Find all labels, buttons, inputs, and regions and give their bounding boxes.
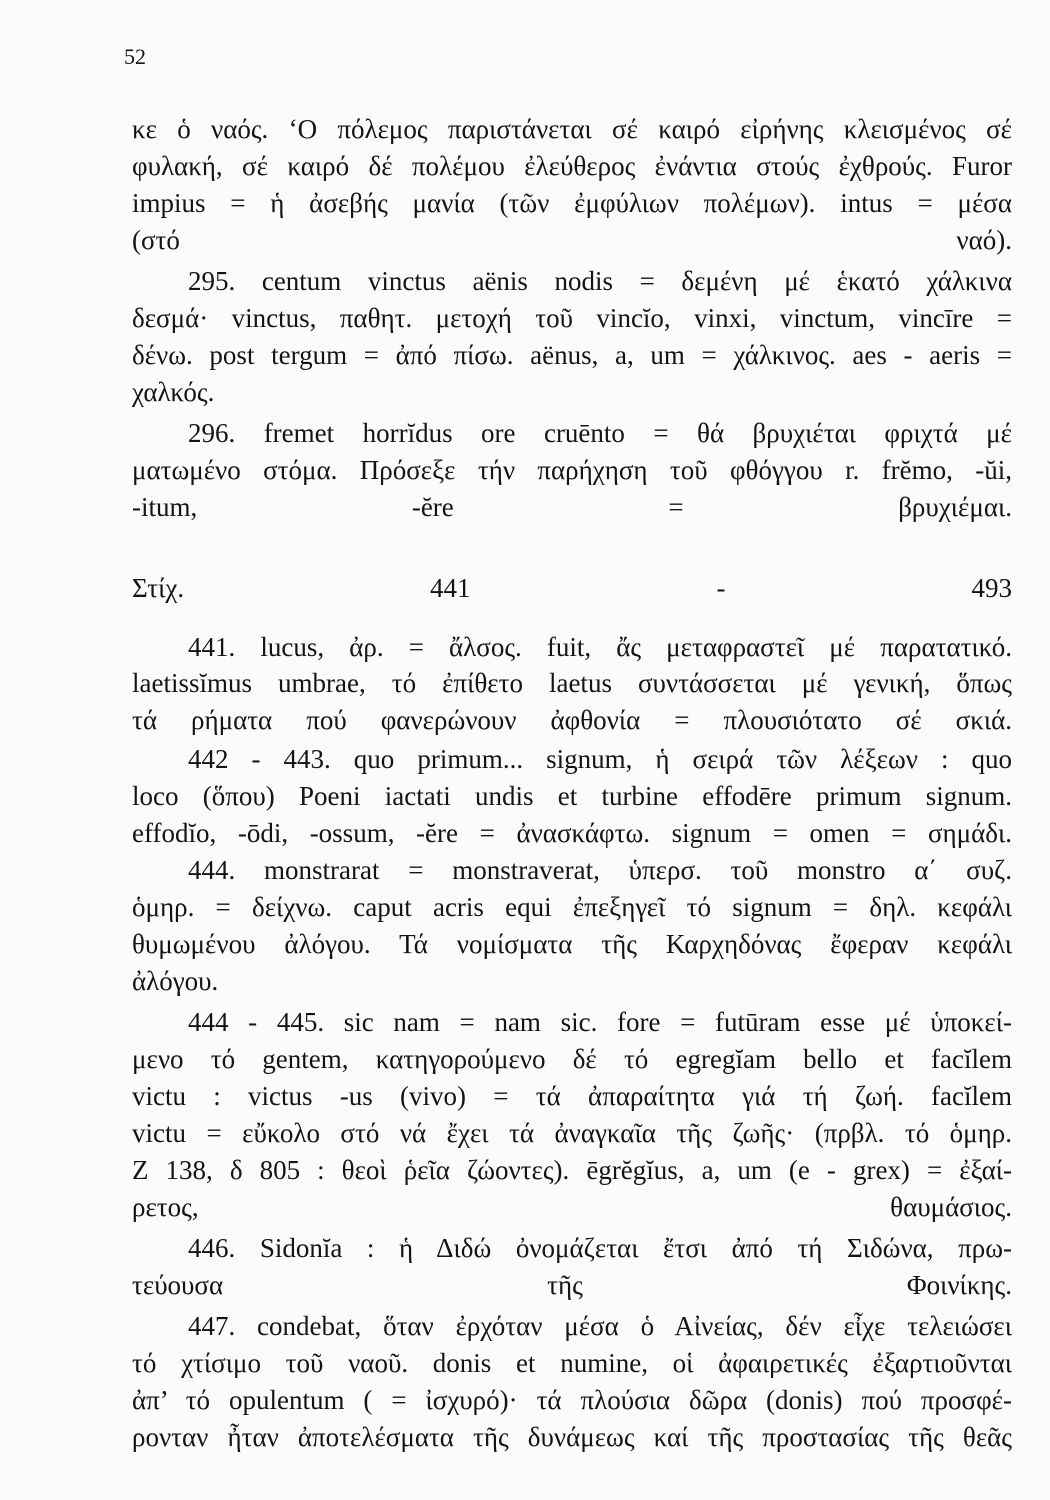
text-line: loco (ὅπου) Poeni iactati undis et turbine effodēre primum signum. (132, 781, 1012, 811)
text-line: 444 - 445. sic nam = nam sic. fore = futūram esse μέ ὑποκεί- (188, 1007, 1012, 1037)
text-line: 444. monstrarat = monstraverat, ὑπερσ. τοῦ monstro α΄ συζ. (188, 855, 1012, 885)
text-line: laetissĭmus umbrae, τό ἐπίθετο laetus συντάσσεται μέ γενική, ὅπως (132, 668, 1012, 698)
text-line: ρετος, θαυμάσιος. (132, 1192, 1012, 1222)
text-line: ἀπ’ τό opulentum ( = ἰσχυρό)· τά πλούσια δῶρα (donis) πού προσφέ- (132, 1385, 1012, 1415)
text-line: χαλκός. (132, 377, 215, 407)
text-line: Z 138, δ 805 : θεοὶ ῥεῖα ζώοντες). ēgrĕgĭus, a, um (e - grex) = ἐξαί- (132, 1155, 1012, 1185)
text-line: 446. Sidonĭa : ἡ Διδώ ὀνομάζεται ἔτσι ἀπό τή Σιδώνα, πρω- (188, 1233, 1012, 1263)
text-line: τά ρήματα πού φανερώνουν ἀφθονία = πλουσιότατο σέ σκιά. (132, 705, 1012, 735)
page-number: 52 (124, 44, 146, 69)
text-line: 295. centum vinctus aënis nodis = δεμένη μέ ἑκατό χάλκινα (188, 266, 1012, 296)
text-line: -itum, -ĕre = βρυχιέμαι. (132, 492, 1012, 522)
text-line: δεσμά· vinctus, παθητ. μετοχή τοῦ vincĭo, vinxi, vinctum, vincīre = (132, 303, 1012, 333)
text-line: effodĭo, -ōdi, -ossum, -ĕre = ἀνασκάφτω. signum = omen = σημάδι. (132, 818, 1012, 848)
text-line: τεύουσα τῆς Φοινίκης. (132, 1270, 1012, 1300)
text-line: μενο τό gentem, κατηγορούμενο δέ τό egregĭam bello et facĭlem (132, 1044, 1012, 1074)
text-line: ρονταν ἦταν ἀποτελέσματα τῆς δυνάμεως καί τῆς προστασίας τῆς θεᾶς (132, 1422, 1012, 1452)
text-line: ὁμηρ. = δείχνω. caput acris equi ἐπεξηγεῖ τό signum = δηλ. κεφάλι (132, 892, 1012, 922)
text-line: δένω. post tergum = ἀπό πίσω. aënus, a, um = χάλκινος. aes - aeris = (132, 340, 1012, 370)
text-line: (στό ναό). (132, 225, 1012, 255)
text-line: ἀλόγου. (132, 966, 219, 996)
text-line: 447. condebat, ὅταν ἐρχόταν μέσα ὁ Αἰνείας, δέν εἶχε τελειώσει (188, 1311, 1012, 1341)
text-line: θυμωμένου ἀλόγου. Τά νομίσματα τῆς Καρχηδόνας ἔφεραν κεφάλι (132, 929, 1012, 959)
section-heading: Στίχ. 441 - 493 (132, 573, 1012, 603)
text-line: ματωμένο στόμα. Πρόσεξε τήν παρήχηση τοῦ φθόγγου r. frĕmo, -ŭi, (132, 455, 1012, 485)
text-line: victu = εὔκολο στό νά ἔχει τά ἀναγκαῖα τῆς ζωῆς· (πρβλ. τό ὁμηρ. (132, 1118, 1012, 1148)
text-line: impius = ἡ ἀσεβής μανία (τῶν ἐμφύλιων πολέμων). intus = μέσα (132, 188, 1012, 218)
text-line: victu : victus -us (vivo) = τά ἀπαραίτητα γιά τή ζωή. facĭlem (132, 1081, 1012, 1111)
text-line: τό χτίσιμο τοῦ ναοῦ. donis et numine, οἱ ἀφαιρετικές ἐξαρτιοῦνται (132, 1348, 1012, 1378)
text-line: 441. lucus, ἀρ. = ἄλσος. fuit, ἄς μεταφραστεῖ μέ παρατατικό. (188, 632, 1012, 662)
text-line: 442 - 443. quo primum... signum, ἡ σειρά τῶν λέξεων : quo (188, 744, 1012, 774)
text-line: 296. fremet horrĭdus ore cruēnto = θά βρυχιέται φριχτά μέ (188, 418, 1012, 448)
text-line: κε ὁ ναός. ‘Ο πόλεμος παριστάνεται σέ καιρό εἰρήνης κλεισμένος σέ (132, 114, 1012, 144)
text-line: φυλακή, σέ καιρό δέ πολέμου ἐλεύθερος ἐνάντια στούς ἐχθρούς. Furor (132, 151, 1012, 181)
